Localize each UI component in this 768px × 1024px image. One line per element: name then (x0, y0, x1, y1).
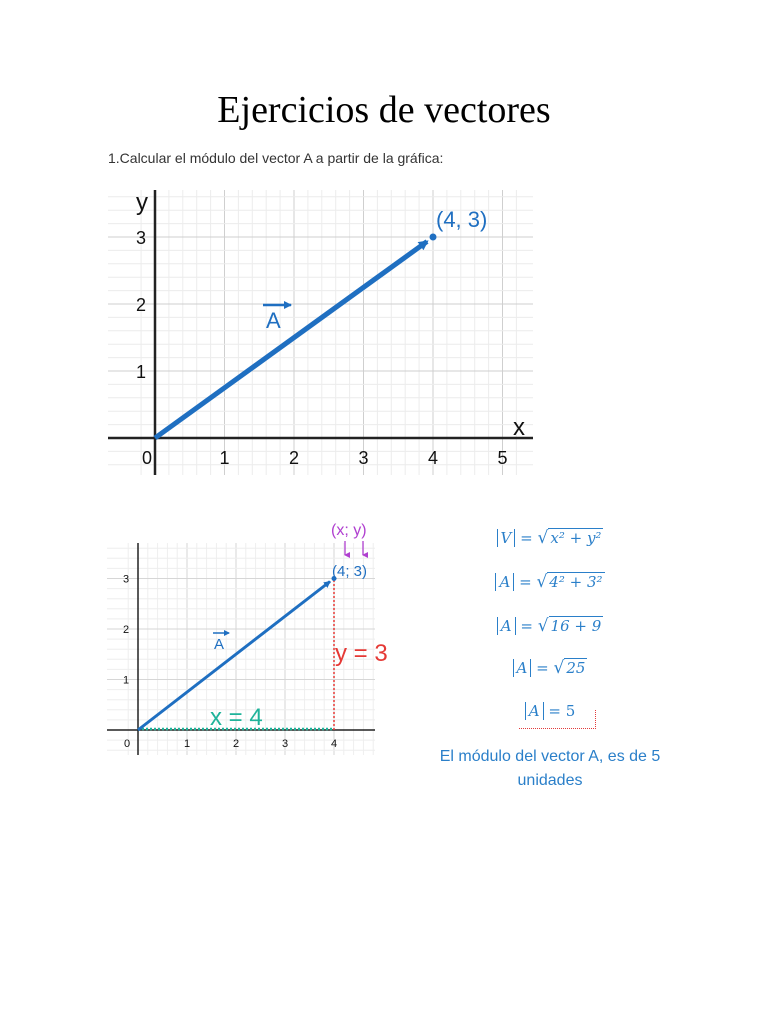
formula-squares: A = √ 16 + 9 (415, 616, 685, 636)
point-label: (4; 3) (332, 563, 368, 580)
formula-vector-v: V (500, 529, 512, 547)
x-tick-label: 3 (358, 448, 369, 468)
result-highlight (519, 710, 596, 729)
y-axis-label: y (136, 189, 148, 216)
y-component-label: y = 3 (335, 640, 388, 667)
y-tick-label: 1 (123, 674, 130, 687)
x-tick-label: 4 (428, 448, 439, 468)
vector-graph-2 (105, 515, 405, 760)
vector-graph-1 (108, 185, 533, 477)
x-axis-label: x (513, 414, 525, 441)
y-tick-label: 3 (123, 573, 130, 586)
y-tick-label: 1 (136, 362, 147, 382)
x-tick-label: 0 (124, 738, 131, 750)
x-tick-label: 2 (233, 738, 240, 750)
x-tick-label: 2 (289, 448, 300, 468)
x-tick-label: 1 (219, 448, 230, 468)
vector-endpoint (430, 234, 437, 241)
y-tick-label: 2 (123, 624, 130, 636)
x-tick-label: 1 (184, 738, 191, 750)
vector-label: A (266, 308, 281, 333)
x-tick-label: 5 (497, 448, 508, 468)
x-tick-label: 4 (331, 738, 338, 750)
formula-substitution: A = √ 4² + 3² (415, 572, 685, 592)
point-label: (4, 3) (436, 207, 488, 232)
vector-a-arrow (155, 242, 427, 439)
formula-radicand: x² + y² (550, 529, 602, 547)
grid-lines (108, 190, 533, 475)
vector-label: A (214, 636, 225, 653)
x-tick-label: 0 (142, 448, 153, 468)
question-text: 1.Calcular el módulo del vector A a partir de la gráfica: (108, 150, 444, 166)
conclusion-text: El módulo del vector A, es de 5 unidades (439, 748, 661, 789)
generic-point-label: (x; y) (331, 522, 367, 539)
formula-result: A = 5 (415, 702, 685, 720)
y-tick-label: 3 (136, 228, 147, 248)
formula-sum: A = √ 25 (415, 658, 685, 678)
x-tick-label: 3 (282, 738, 289, 750)
formula-general: V = √ x² + y² (415, 528, 685, 548)
page-title: Ejercicios de vectores (217, 89, 551, 131)
y-tick-label: 2 (136, 295, 147, 315)
x-component-label: x = 4 (210, 704, 263, 731)
